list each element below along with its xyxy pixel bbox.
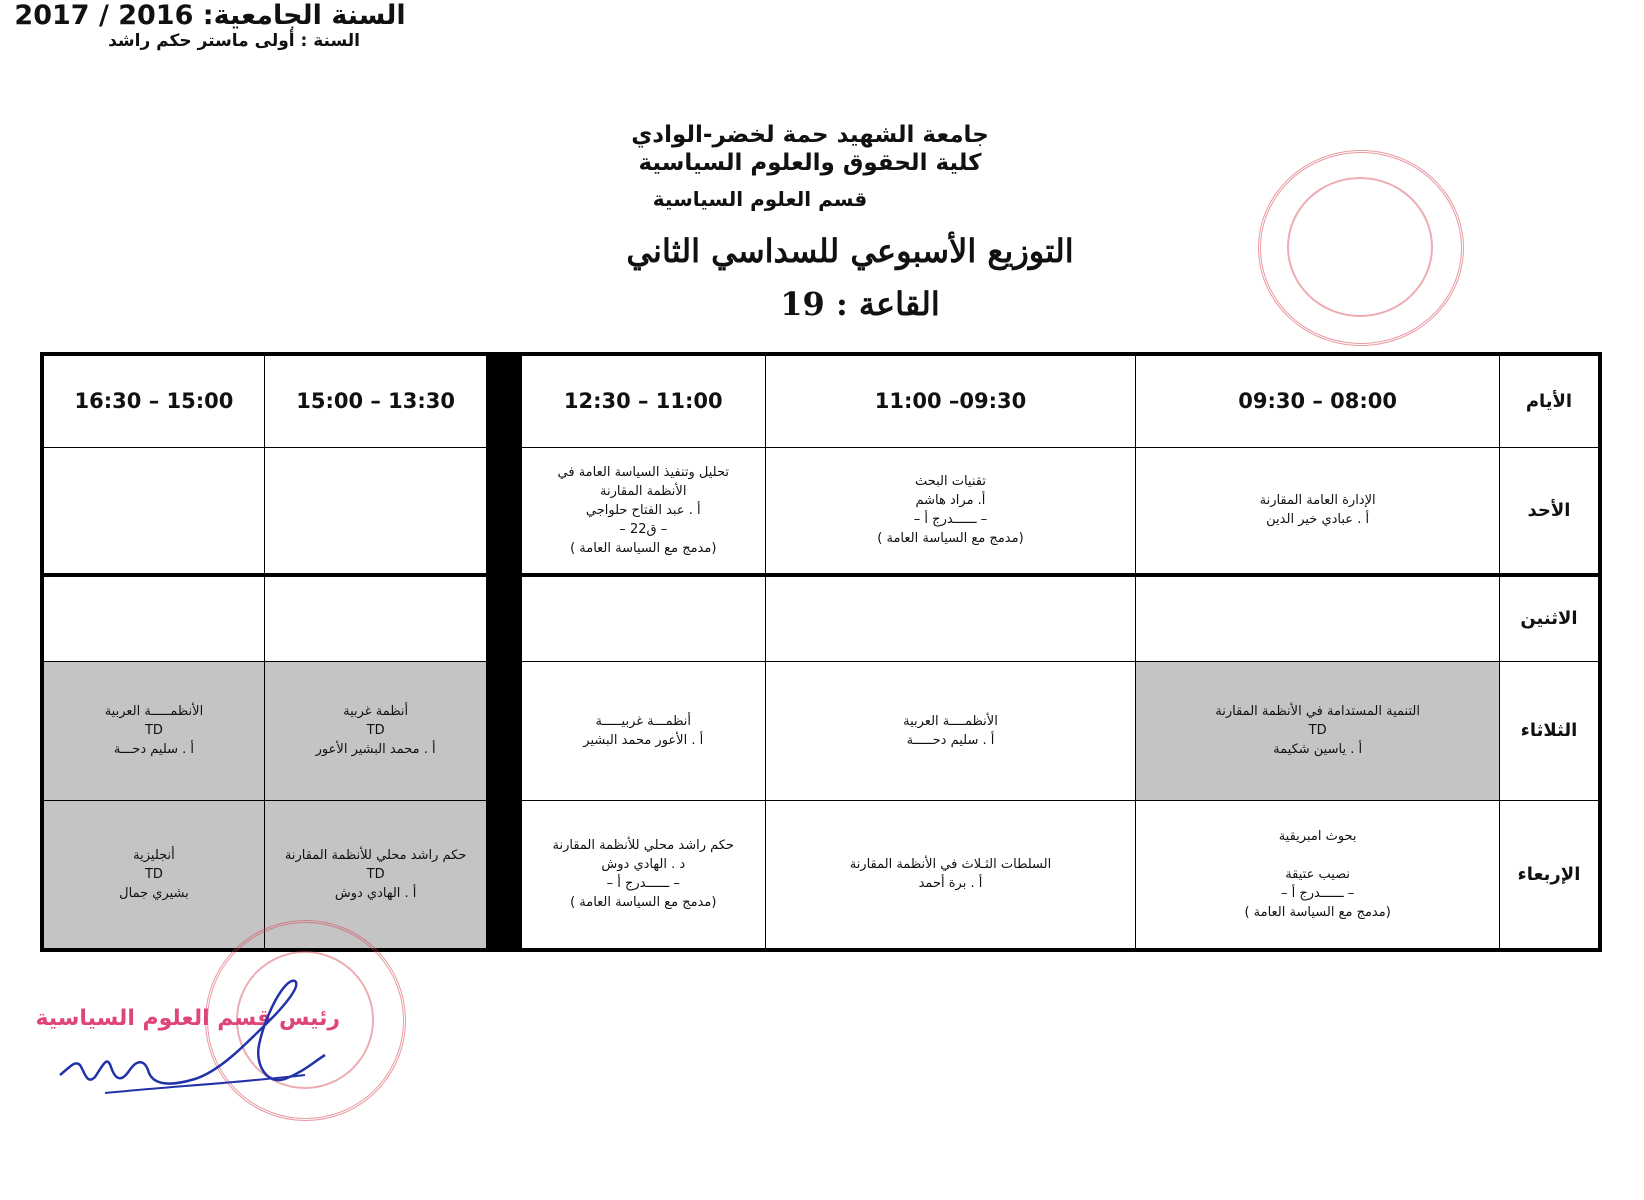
cell — [1136, 661, 1500, 800]
cell-line: بشيري جمال — [119, 885, 189, 901]
day-label: الأحد — [1499, 447, 1600, 575]
day-label: الثلاثاء — [1499, 661, 1600, 800]
signature-stroke — [105, 1075, 305, 1093]
cell — [42, 800, 264, 950]
cell-line: تحليل وتنفيذ السياسة العامة في — [557, 464, 729, 480]
cell-line: بحوث امبريقية — [1278, 828, 1357, 844]
cell-line: (مدمج مع السياسة العامة ) — [877, 531, 1024, 547]
cell-line: الإدارة العامة المقارنة — [1259, 493, 1376, 509]
signature-title: رئيس قسم العلوم السياسية — [35, 1006, 340, 1031]
table-header-row — [42, 354, 1600, 447]
cell — [765, 447, 1136, 575]
cell-line: – ــــــدرج أ – — [913, 512, 988, 528]
cell-line: أ . محمد البشير الأعور — [315, 742, 436, 757]
cell-line: أ . عبد الفتاح حلواجي — [585, 502, 701, 518]
study-level: السنة : أولى ماستر حكم راشد — [108, 31, 360, 51]
signature-stroke — [60, 981, 325, 1084]
cell-line: – ــــــدرج أ – — [606, 876, 680, 892]
table-row — [42, 447, 1600, 575]
cell-line: السلطات الثـلاث في الأنظمة المقارنة — [849, 857, 1052, 873]
time-slot-3: 12:30 – 11:00 — [521, 354, 765, 447]
handwritten-signature — [35, 975, 345, 1115]
time-slot-5: 16:30 – 15:00 — [42, 354, 264, 447]
hall-label: القاعة : 19 — [780, 285, 940, 323]
cell-line: (مدمج مع السياسة العامة ) — [1244, 904, 1391, 920]
cell-line: TD — [366, 723, 385, 738]
page-title: التوزيع الأسبوعي للسداسي الثاني — [626, 232, 1074, 270]
cell — [1136, 575, 1500, 661]
cell-line: TD — [144, 866, 163, 882]
cell-line — [1142, 846, 1493, 865]
cell — [42, 447, 264, 575]
cell-line: التنمية المستدامة في الأنظمة المقارنة — [1215, 704, 1420, 719]
cell-line: – ق22 – — [619, 521, 668, 537]
column-separator — [487, 354, 522, 950]
cell — [42, 661, 264, 800]
cell-line: الأنظمة المقارنة — [600, 483, 687, 499]
academic-year: السنة الجامعية: 2016 / 2017 — [14, 0, 406, 31]
cell — [264, 575, 486, 661]
time-slot-1: 09:30 – 08:00 — [1136, 354, 1500, 447]
cell-line: تقنيات البحث — [914, 474, 986, 490]
cell — [521, 447, 765, 575]
cell-line: نصيب عتيقة — [1285, 866, 1351, 882]
cell-line: أ . عبادي خير الدين — [1266, 512, 1370, 528]
cell-line: أنظمـــة غربيـــــة — [595, 713, 691, 729]
day-label: الإربعاء — [1499, 800, 1600, 950]
cell — [765, 575, 1136, 661]
official-stamp-top — [1258, 150, 1464, 346]
cell-line: أ . الأعور محمد البشير — [583, 732, 704, 748]
day-label: الاثنين — [1499, 575, 1600, 661]
table-row — [42, 575, 1600, 661]
cell — [765, 661, 1136, 800]
cell-line: الأنظمــــة العربية — [903, 713, 998, 729]
cell-line: أنظمة غربية — [343, 704, 409, 719]
department-name: قسم العلوم السياسية — [652, 187, 868, 211]
cell-line: أ . سليم دحـــــة — [906, 732, 995, 748]
time-slot-2: 11:00 –09:30 — [765, 354, 1136, 447]
cell-line: TD — [144, 723, 163, 738]
table-row — [42, 661, 1600, 800]
cell-line: (مدمج مع السياسة العامة ) — [570, 540, 717, 556]
cell — [42, 575, 264, 661]
days-header: الأيام — [1499, 354, 1600, 447]
cell-line: أ . برة أحمد — [918, 876, 983, 892]
cell — [765, 800, 1136, 950]
cell — [1136, 447, 1500, 575]
cell-line: أ . ياسين شكيمة — [1273, 742, 1363, 757]
cell-line: (مدمج مع السياسة العامة ) — [570, 895, 717, 911]
timetable — [40, 352, 1602, 952]
cell-line: TD — [1308, 723, 1327, 738]
cell — [1136, 800, 1500, 950]
cell-line: TD — [366, 866, 385, 882]
cell — [521, 800, 765, 950]
university-name: جامعة الشهيد حمة لخضر-الوادي — [631, 122, 989, 148]
cell-line: أنجليزية — [133, 847, 175, 863]
cell-line: حكم راشد محلي للأنظمة المقارنة — [552, 838, 734, 854]
cell — [264, 661, 486, 800]
cell-line: أ. مراد هاشم — [915, 493, 986, 509]
cell — [521, 575, 765, 661]
cell — [264, 447, 486, 575]
time-slot-4: 15:00 – 13:30 — [264, 354, 486, 447]
cell-line: حكم راشد محلي للأنظمة المقارنة — [284, 847, 467, 863]
cell-line: د . الهادي دوش — [601, 857, 686, 873]
cell — [521, 661, 765, 800]
cell-line: أ . سليم دحـــة — [113, 742, 195, 757]
cell-line: الأنظمـــــة العربية — [104, 704, 204, 719]
cell-line: – ــــــدرج أ – — [1280, 885, 1355, 901]
cell-line: أ . الهادي دوش — [334, 885, 417, 901]
faculty-name: كلية الحقوق والعلوم السياسية — [638, 150, 982, 176]
